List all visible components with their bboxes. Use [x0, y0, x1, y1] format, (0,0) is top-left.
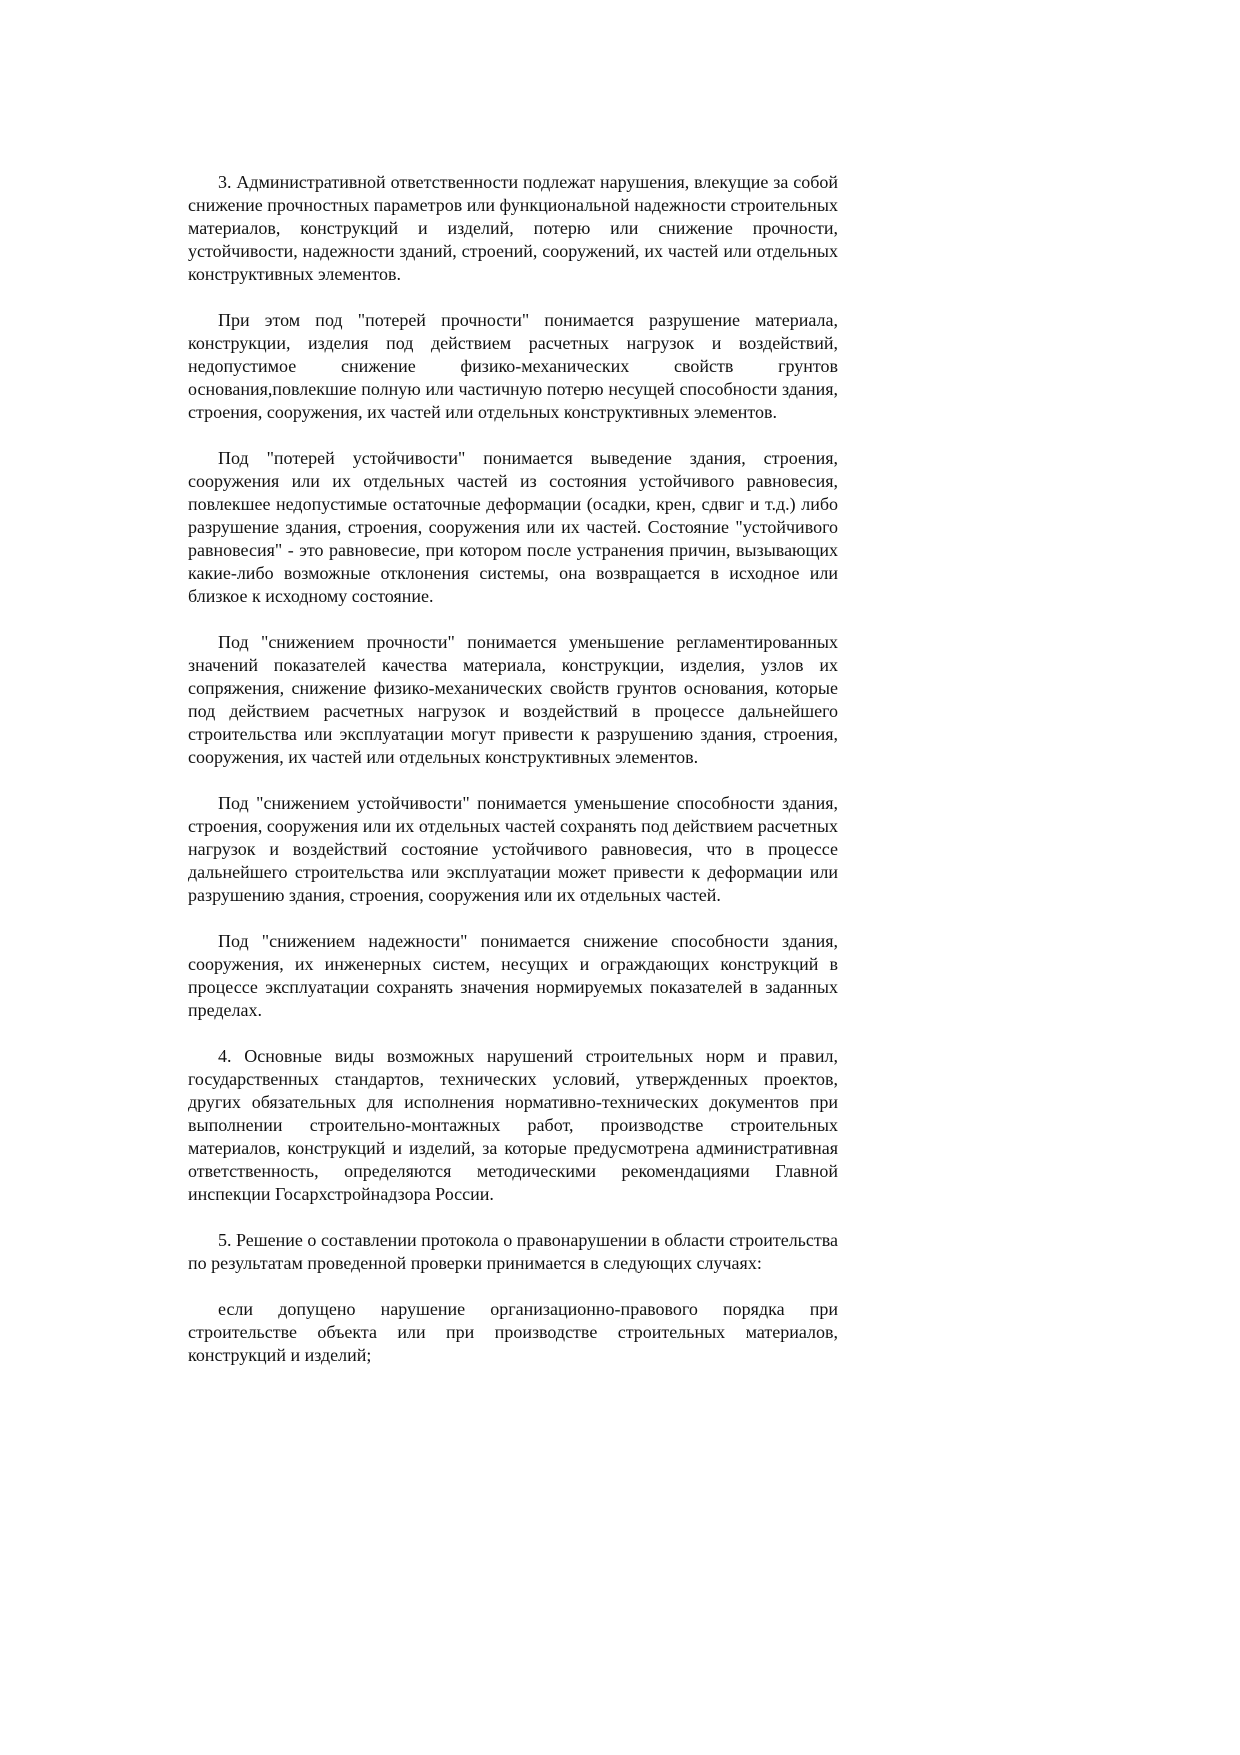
paragraph-reduced-reliability: Под "снижением надежности" понимается снижение способности здания, сооружения, их инженерных систем, несущих и ограждающих конструкций в процессе эксплуатации сохранять значения нормируемых показателей в заданных пределах.	[188, 931, 838, 1020]
paragraph-reduced-strength: Под "снижением прочности" понимается уменьшение регламентированных значений показателей качества материала, конструкции, изделия, узлов их сопряжения, снижение физико-механических свойств грунтов основания, которые под действием расчетных нагрузок и воздействий в процессе дальнейшего строительства или эксплуатации могут привести к разрушению здания, строения, сооружения, их частей или отдельных конструктивных элементов.	[188, 632, 838, 767]
document-body	[188, 171, 838, 1390]
paragraph-reduced-stability: Под "снижением устойчивости" понимается уменьшение способности здания, строения, сооружения или их отдельных частей сохранять под действием расчетных нагрузок и воздействий состояние устойчивого равновесия, что в процессе дальнейшего строительства или эксплуатации может привести к деформации или разрушению здания, строения, сооружения или их отдельных частей.	[188, 793, 838, 905]
paragraph-case-organizational-violation: если допущено нарушение организационно-правового порядка при строительстве объекта или при производстве строительных материалов, конструкций и изделий;	[188, 1299, 838, 1365]
paragraph-loss-of-strength: При этом под "потерей прочности" понимается разрушение материала, конструкции, изделия под действием расчетных нагрузок и воздействий, недопустимое снижение физико-механических свойств грунтов основания,повлекшие полную или частичную потерю несущей способности здания, строения, сооружения, их частей или отдельных конструктивных элементов.	[188, 310, 838, 422]
paragraph-5-protocol-decision: 5. Решение о составлении протокола о правонарушении в области строительства по результатам проведенной проверки принимается в следующих случаях:	[188, 1230, 838, 1273]
paragraph-4-violation-types: 4. Основные виды возможных нарушений строительных норм и правил, государственных стандартов, технических условий, утвержденных проектов, других обязательных для исполнения нормативно-технических документов при выполнении строительно-монтажных работ, производстве строительных материалов, конструкций и изделий, за которые предусмотрена административная ответственность, определяются методическими рекомендациями Главной инспекции Госархстройнадзора России.	[188, 1046, 838, 1204]
paragraph-3-admin-responsibility: 3. Административной ответственности подлежат нарушения, влекущие за собой снижение прочностных параметров или функциональной надежности строительных материалов, конструкций и изделий, потерю или снижение прочности, устойчивости, надежности зданий, строений, сооружений, их частей или отдельных конструктивных элементов.	[188, 172, 838, 284]
paragraph-loss-of-stability: Под "потерей устойчивости" понимается выведение здания, строения, сооружения или их отдельных частей из состояния устойчивого равновесия, повлекшее недопустимые остаточные деформации (осадки, крен, сдвиг и т.д.) либо разрушение здания, строения, сооружения или их частей. Состояние "устойчивого равновесия" - это равновесие, при котором после устранения причин, вызывающих какие-либо возможные отклонения системы, она возвращается в исходное или близкое к исходному состояние.	[188, 448, 838, 606]
